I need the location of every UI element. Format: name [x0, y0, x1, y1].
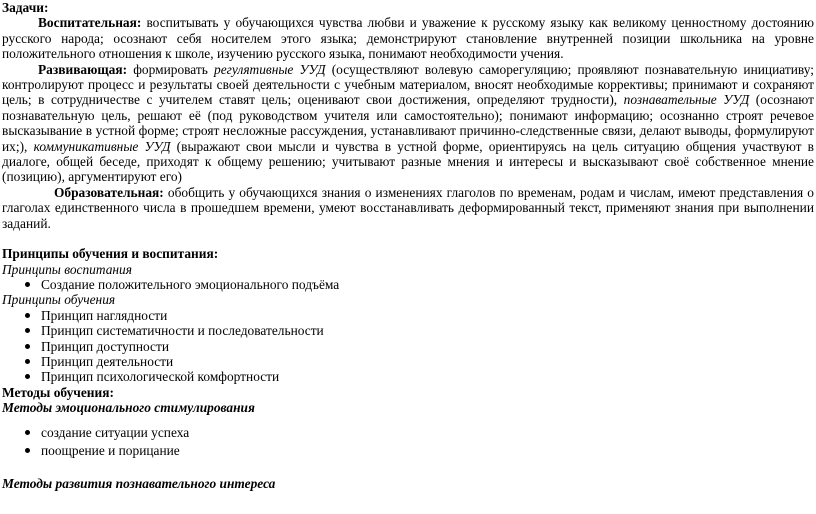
list-item-text: Принцип систематичности и последовательности: [41, 323, 324, 339]
task-developing-part1: формировать: [133, 61, 208, 77]
task-developing: [2, 62, 814, 185]
list-item-text: Принцип наглядности: [41, 307, 168, 323]
bullet-icon: [25, 374, 30, 379]
bullet-icon: [25, 313, 30, 318]
principles-heading: Принципы обучения и воспитания:: [2, 246, 219, 262]
task-upbringing-label: Воспитательная:: [38, 15, 142, 31]
teaching-principles-list: [2, 308, 814, 385]
task-educational-text: обобщить у обучающихся знания о изменениях глаголов по временам, родам и числам, имеют представления о глаголах единственного числа в прошедшем времени, умеют восстанавливать деформированный текст, применяют знания при выполнении заданий.: [2, 184, 814, 231]
bullet-icon: [25, 282, 30, 287]
task-upbringing-text: воспитывать у обучающихся чувства любви и уважение к русскому языку как великому ценностному достоянию русского народа; осознают себя носителем этого языка; демонстрируют становление внутренней позиции школьника на уровне положительного отношения к школе, изучению русского языка, понимают необходимости учения.: [2, 15, 814, 62]
upbringing-principles-list: [2, 277, 814, 292]
list-item: [25, 323, 814, 338]
spacer: [2, 461, 814, 476]
list-item: [25, 369, 814, 384]
task-upbringing: [2, 15, 814, 61]
upbringing-principles-title: Принципы воспитания: [2, 261, 132, 277]
bullet-icon: [25, 359, 30, 364]
spacer: [2, 416, 814, 425]
list-item-text: поощрение и порицание: [41, 442, 180, 458]
list-item: [25, 443, 814, 458]
list-item: [25, 339, 814, 354]
bullet-icon: [25, 430, 30, 435]
cognitive-uud: познавательные УУД: [623, 92, 750, 108]
bullet-icon: [25, 328, 30, 333]
list-item: [25, 277, 814, 292]
bullet-icon: [25, 344, 30, 349]
task-developing-part2: (осуществляют волевую саморегуляцию; проявляют познавательную инициативу; контролируют процесс и результаты своей деятельности с учебным материалом, вносят необходимые коррективы; принимают и сохраняют цель; в сотрудничестве с учителем ставят цель; оценивают свои достижения, определяют трудности),: [2, 61, 814, 108]
regulative-uud: регулятивные УУД: [214, 61, 326, 77]
list-item-text: создание ситуации успеха: [41, 424, 190, 440]
tasks-heading: Задачи:: [2, 0, 49, 15]
task-educational-label: Образовательная:: [54, 184, 164, 200]
list-item-text: Принцип деятельности: [41, 353, 174, 369]
communicative-uud: коммуникативные УУД: [33, 138, 171, 154]
spacer: [2, 231, 814, 246]
teaching-principles-title: Принципы обучения: [2, 292, 116, 308]
task-developing-part4: (выражают свои мысли и чувства в устной форме, ориентируясь на цель ситуацию общения участвуют в диалоге, общей беседе, приходят к общему решению; учитывают разные мнения и интересы и высказывают своё собственное мнение (позицию), аргументируют его): [2, 138, 815, 185]
methods-heading: Методы обучения:: [2, 384, 114, 400]
task-educational: [2, 185, 814, 231]
list-item-text: Принцип психологической комфортности: [41, 369, 280, 385]
cognitive-methods-title: Методы развития познавательного интереса: [2, 476, 276, 492]
list-item: [25, 354, 814, 369]
list-item-text: Принцип доступности: [41, 338, 170, 354]
task-developing-label: Развивающая:: [38, 61, 128, 77]
emotional-methods-list: [2, 425, 814, 459]
list-item-text: Создание положительного эмоционального подъёма: [41, 276, 340, 292]
list-item: [25, 308, 814, 323]
bullet-icon: [25, 448, 30, 453]
task-developing-part3: (осознают познавательную цель, решают её (под руководством учителя или самостоятельно); понимают информацию; осознанно строят речевое высказывание в устной форме; строят несложные рассуждения, устанавливают причинно-следственные связи, делают выводы, формулируют их;),: [2, 92, 814, 154]
emotional-methods-title: Методы эмоционального стимулирования: [2, 400, 255, 416]
list-item: [25, 425, 814, 440]
